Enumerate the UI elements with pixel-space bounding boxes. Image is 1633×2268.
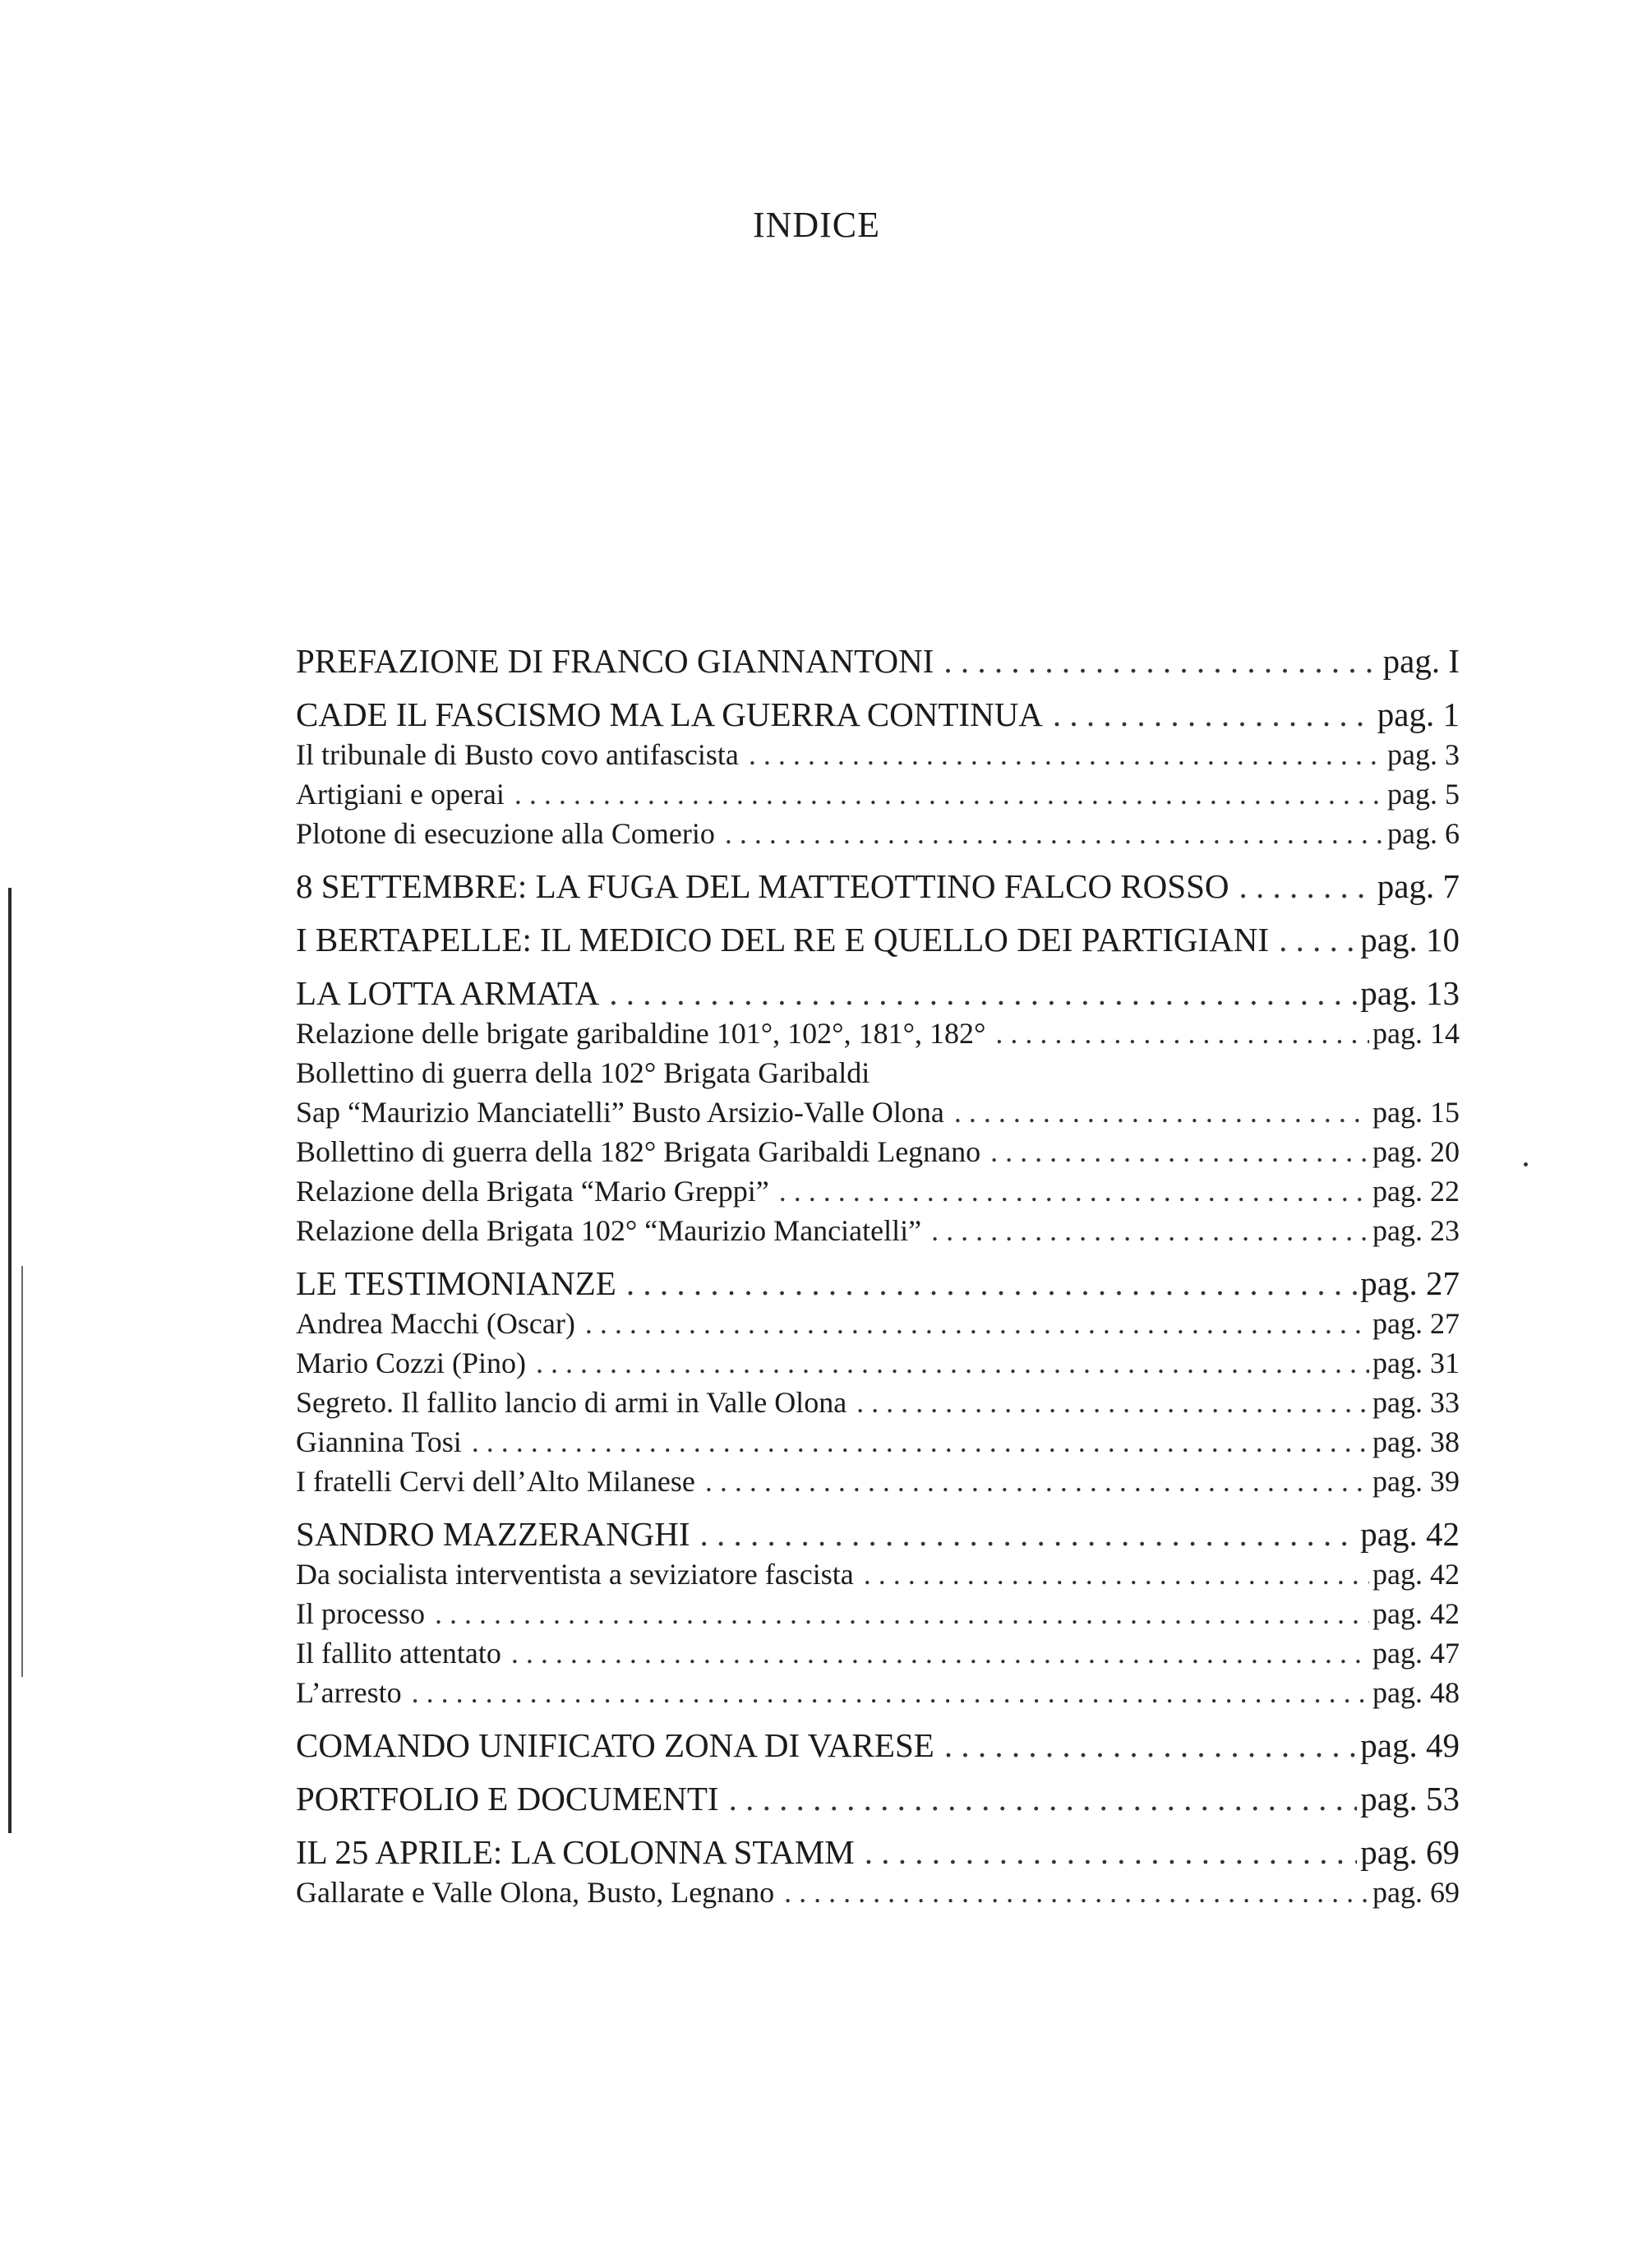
toc-entry-page: pag. 31 — [1372, 1346, 1460, 1379]
toc-entry-label: I BERTAPELLE: IL MEDICO DEL RE E QUELLO DEI PARTIGIANI — [296, 921, 1270, 958]
toc-entry-label: Gallarate e Valle Olona, Busto, Legnano — [296, 1876, 775, 1909]
toc-entry — [296, 973, 1460, 1014]
dot-leader — [865, 1832, 1358, 1873]
toc-entry — [296, 1594, 1460, 1633]
toc-entry — [296, 695, 1460, 735]
toc-entry-page: pag. 38 — [1372, 1425, 1460, 1458]
toc-entry — [296, 866, 1460, 907]
dot-leader — [435, 1594, 1369, 1633]
dot-leader — [626, 1263, 1357, 1304]
dot-leader — [943, 641, 1379, 681]
toc-entry — [296, 1211, 1460, 1250]
dot-leader — [1053, 695, 1374, 735]
toc-entry-page: pag. 48 — [1372, 1676, 1460, 1709]
toc-entry-page: pag. 3 — [1387, 738, 1460, 771]
toc-entry-page: pag. 14 — [1372, 1017, 1460, 1050]
toc-entry-page: pag. 42 — [1372, 1597, 1460, 1630]
toc-entry-page: pag. 23 — [1372, 1214, 1460, 1247]
dot-leader — [1279, 920, 1357, 960]
toc-entry-label: Andrea Macchi (Oscar) — [296, 1307, 575, 1340]
dot-leader — [699, 1514, 1357, 1554]
toc-entry-label: Bollettino di guerra della 102° Brigata Garibaldi — [296, 1056, 870, 1089]
toc-entry-page: pag. 49 — [1360, 1726, 1460, 1764]
toc-entry-label: LA LOTTA ARMATA — [296, 974, 600, 1012]
toc-entry-label: Giannina Tosi — [296, 1425, 462, 1458]
dot-leader — [725, 814, 1384, 853]
toc-entry-label: IL 25 APRILE: LA COLONNA STAMM — [296, 1833, 855, 1871]
toc-entry-page: pag. 22 — [1372, 1175, 1460, 1208]
toc-entry — [296, 1673, 1460, 1712]
toc-entry — [296, 1554, 1460, 1594]
toc-entry-label: Da socialista interventista a seviziatore fascista — [296, 1558, 854, 1591]
toc-entry-page: pag. 7 — [1377, 867, 1460, 905]
toc-entry — [296, 1633, 1460, 1673]
toc-entry-page: pag. 27 — [1372, 1307, 1460, 1340]
table-of-contents — [296, 641, 1460, 1912]
page-title: INDICE — [752, 205, 881, 245]
dot-leader — [864, 1554, 1369, 1594]
toc-entry — [296, 1053, 1460, 1092]
toc-entry-page: pag. 27 — [1360, 1264, 1460, 1302]
dot-leader — [511, 1633, 1369, 1673]
toc-entry — [296, 774, 1460, 814]
dot-leader — [585, 1304, 1369, 1343]
toc-entry-page: pag. 13 — [1360, 974, 1460, 1012]
scan-edge-mark — [8, 888, 12, 1833]
dot-leader — [856, 1383, 1369, 1422]
toc-entry — [296, 641, 1460, 681]
toc-entry — [296, 1304, 1460, 1343]
toc-entry — [296, 1514, 1460, 1554]
toc-entry-label: Relazione delle brigate garibaldine 101°, 102°, 181°, 182° — [296, 1017, 986, 1050]
dot-leader — [784, 1873, 1369, 1912]
dot-leader — [779, 1171, 1369, 1211]
dot-leader — [954, 1092, 1369, 1132]
toc-entry-page: pag. 33 — [1372, 1386, 1460, 1419]
toc-entry-label: COMANDO UNIFICATO ZONA DI VARESE — [296, 1726, 934, 1764]
toc-entry-page: pag. 53 — [1360, 1780, 1460, 1818]
dot-leader — [944, 1725, 1357, 1766]
toc-entry — [296, 1171, 1460, 1211]
toc-entry — [296, 1263, 1460, 1304]
toc-entry-label: Il fallito attentato — [296, 1637, 501, 1670]
dot-leader — [749, 735, 1384, 774]
dot-leader — [514, 774, 1384, 814]
toc-entry-label: L’arresto — [296, 1676, 402, 1709]
dot-leader — [412, 1673, 1369, 1712]
toc-entry-page: pag. 69 — [1372, 1876, 1460, 1909]
toc-entry — [296, 1462, 1460, 1501]
toc-entry-page: pag. 1 — [1377, 695, 1460, 733]
toc-entry-page: pag. 10 — [1360, 921, 1460, 958]
toc-entry — [296, 1725, 1460, 1766]
toc-entry-label: Plotone di esecuzione alla Comerio — [296, 817, 715, 850]
scan-speck — [1524, 1162, 1528, 1166]
toc-entry-page: pag. 6 — [1387, 817, 1460, 850]
toc-entry-label: SANDRO MAZZERANGHI — [296, 1515, 690, 1553]
dot-leader — [995, 1014, 1369, 1053]
toc-entry-page: pag. 42 — [1360, 1515, 1460, 1553]
toc-entry — [296, 814, 1460, 853]
toc-entry — [296, 1132, 1460, 1171]
toc-entry-label: Il tribunale di Busto covo antifascista — [296, 738, 739, 771]
dot-leader — [931, 1211, 1369, 1250]
toc-entry — [296, 1779, 1460, 1819]
dot-leader — [990, 1132, 1369, 1171]
toc-entry-page: pag. 15 — [1372, 1096, 1460, 1129]
toc-entry-label: Bollettino di guerra della 182° Brigata Garibaldi Legnano — [296, 1135, 981, 1168]
toc-entry-label: Segreto. Il fallito lancio di armi in Valle Olona — [296, 1386, 847, 1419]
toc-entry-page: pag. 5 — [1387, 778, 1460, 811]
toc-entry-page: pag. 39 — [1372, 1465, 1460, 1498]
toc-entry-page: pag. I — [1382, 642, 1460, 680]
toc-entry-label: I fratelli Cervi dell’Alto Milanese — [296, 1465, 695, 1498]
toc-entry — [296, 1092, 1460, 1132]
toc-entry-label: Relazione della Brigata 102° “Maurizio Manciatelli” — [296, 1214, 922, 1247]
toc-entry-label: PORTFOLIO E DOCUMENTI — [296, 1780, 719, 1818]
toc-entry-page: pag. 42 — [1372, 1558, 1460, 1591]
toc-entry — [296, 1014, 1460, 1053]
scan-edge-mark-thin — [21, 1266, 23, 1677]
dot-leader — [1239, 866, 1374, 907]
toc-entry — [296, 1383, 1460, 1422]
toc-entry-label: Artigiani e operai — [296, 778, 505, 811]
toc-entry-label: Il processo — [296, 1597, 425, 1630]
toc-entry-label: CADE IL FASCISMO MA LA GUERRA CONTINUA — [296, 695, 1043, 733]
dot-leader — [609, 973, 1357, 1014]
toc-entry — [296, 1873, 1460, 1912]
toc-entry — [296, 1343, 1460, 1383]
toc-entry-label: LE TESTIMONIANZE — [296, 1264, 616, 1302]
toc-entry — [296, 1422, 1460, 1462]
dot-leader — [729, 1779, 1358, 1819]
dot-leader — [472, 1422, 1369, 1462]
toc-entry-label: Relazione della Brigata “Mario Greppi” — [296, 1175, 769, 1208]
toc-entry-label: PREFAZIONE DI FRANCO GIANNANTONI — [296, 642, 934, 680]
toc-entry-page: pag. 20 — [1372, 1135, 1460, 1168]
dot-leader — [536, 1343, 1369, 1383]
toc-entry — [296, 1832, 1460, 1873]
toc-entry-label: Mario Cozzi (Pino) — [296, 1346, 526, 1379]
toc-entry-label: 8 SETTEMBRE: LA FUGA DEL MATTEOTTINO FALCO ROSSO — [296, 867, 1229, 905]
toc-entry-label: Sap “Maurizio Manciatelli” Busto Arsizio-Valle Olona — [296, 1096, 944, 1129]
toc-entry — [296, 920, 1460, 960]
toc-entry-page: pag. 47 — [1372, 1637, 1460, 1670]
toc-entry-page: pag. 69 — [1360, 1833, 1460, 1871]
dot-leader — [705, 1462, 1369, 1501]
toc-entry — [296, 735, 1460, 774]
